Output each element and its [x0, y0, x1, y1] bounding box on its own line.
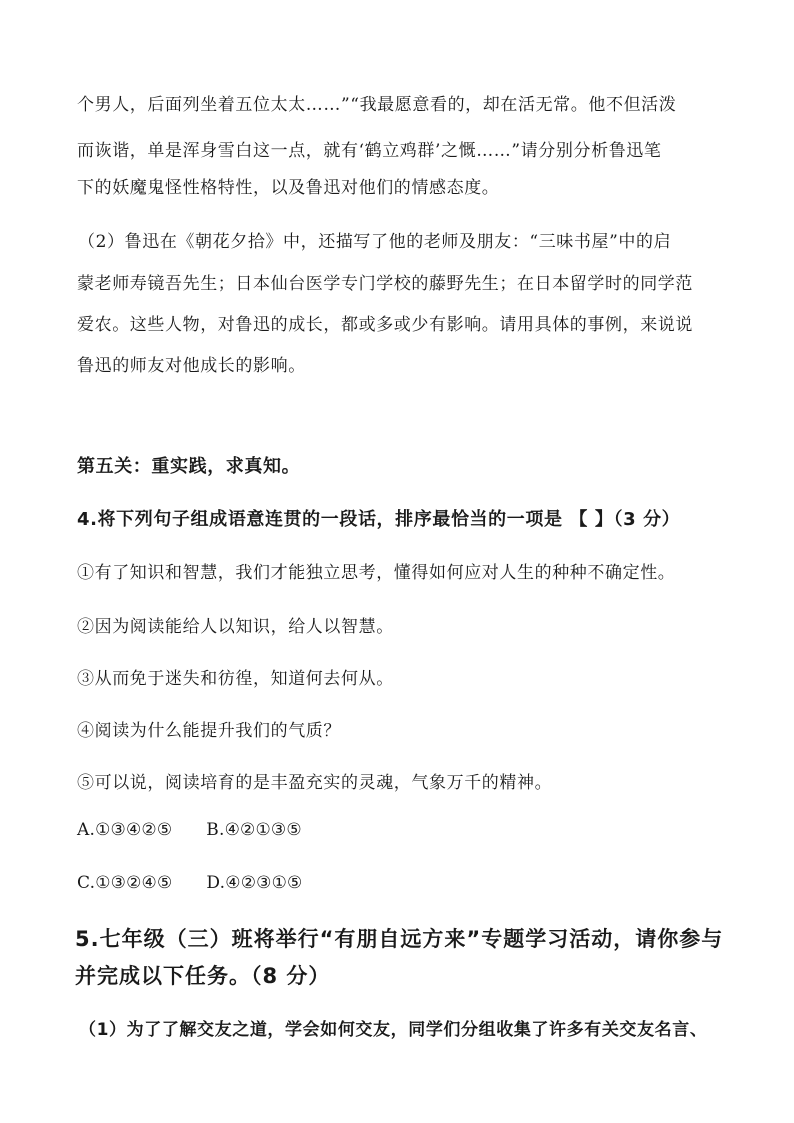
paragraph-line: 个男人，后面列坐着五位太太……”“我最愿意看的，却在活无常。他不但活泼 — [77, 95, 677, 115]
sentence-item: ③从而免于迷失和彷徨，知道何去何从。 — [77, 669, 394, 689]
option-b: B.④②①③⑤ — [206, 820, 302, 840]
section-heading: 第五关：重实践，求真知。 — [77, 456, 301, 477]
sentence-item: ②因为阅读能给人以知识，给人以智慧。 — [77, 617, 394, 637]
options-row — [77, 820, 302, 840]
subquestion-line: 爱农。这些人物，对鲁迅的成长，都或多或少有影响。请用具体的事例，来说说 — [77, 315, 693, 335]
question-5-sub1: （1）为了了解交友之道，学会如何交友，同学们分组收集了许多有关交友名言、 — [79, 1020, 708, 1040]
paragraph-line: 而诙谐，单是浑身雪白这一点，就有‘鹤立鸡群’之慨……”请分别分析鲁迅笔 — [77, 141, 662, 161]
question-4-stem: 4.将下列句子组成语意连贯的一段话，排序最恰当的一项是 【 】（3 分） — [77, 509, 681, 530]
sentence-item: ⑤可以说，阅读培育的是丰盈充实的灵魂，气象万千的精神。 — [77, 773, 553, 793]
question-5-stem: 5.七年级（三）班将举行“有朋自远方来”专题学习活动，请你参与 — [75, 927, 724, 951]
options-row — [77, 873, 302, 893]
subquestion-line: （2）鲁迅在《朝花夕拾》中，还描写了他的老师及朋友：“三味书屋”中的启 — [78, 232, 672, 252]
sentence-item: ④阅读为什么能提升我们的气质？ — [77, 721, 341, 741]
question-5-stem: 并完成以下任务。（8 分） — [75, 964, 331, 988]
option-d: D.④②③①⑤ — [206, 873, 303, 893]
option-a: A.①③④②⑤ — [77, 820, 173, 840]
subquestion-line: 蒙老师寿镜吾先生；日本仙台医学专门学校的藤野先生；在日本留学时的同学范 — [77, 274, 693, 294]
sentence-item: ①有了知识和智慧，我们才能独立思考，懂得如何应对人生的种种不确定性。 — [77, 563, 676, 583]
option-c: C.①③②④⑤ — [77, 873, 173, 893]
subquestion-line: 鲁迅的师友对他成长的影响。 — [77, 356, 306, 376]
paragraph-line: 下的妖魔鬼怪性格特性，以及鲁迅对他们的情感态度。 — [77, 178, 500, 198]
